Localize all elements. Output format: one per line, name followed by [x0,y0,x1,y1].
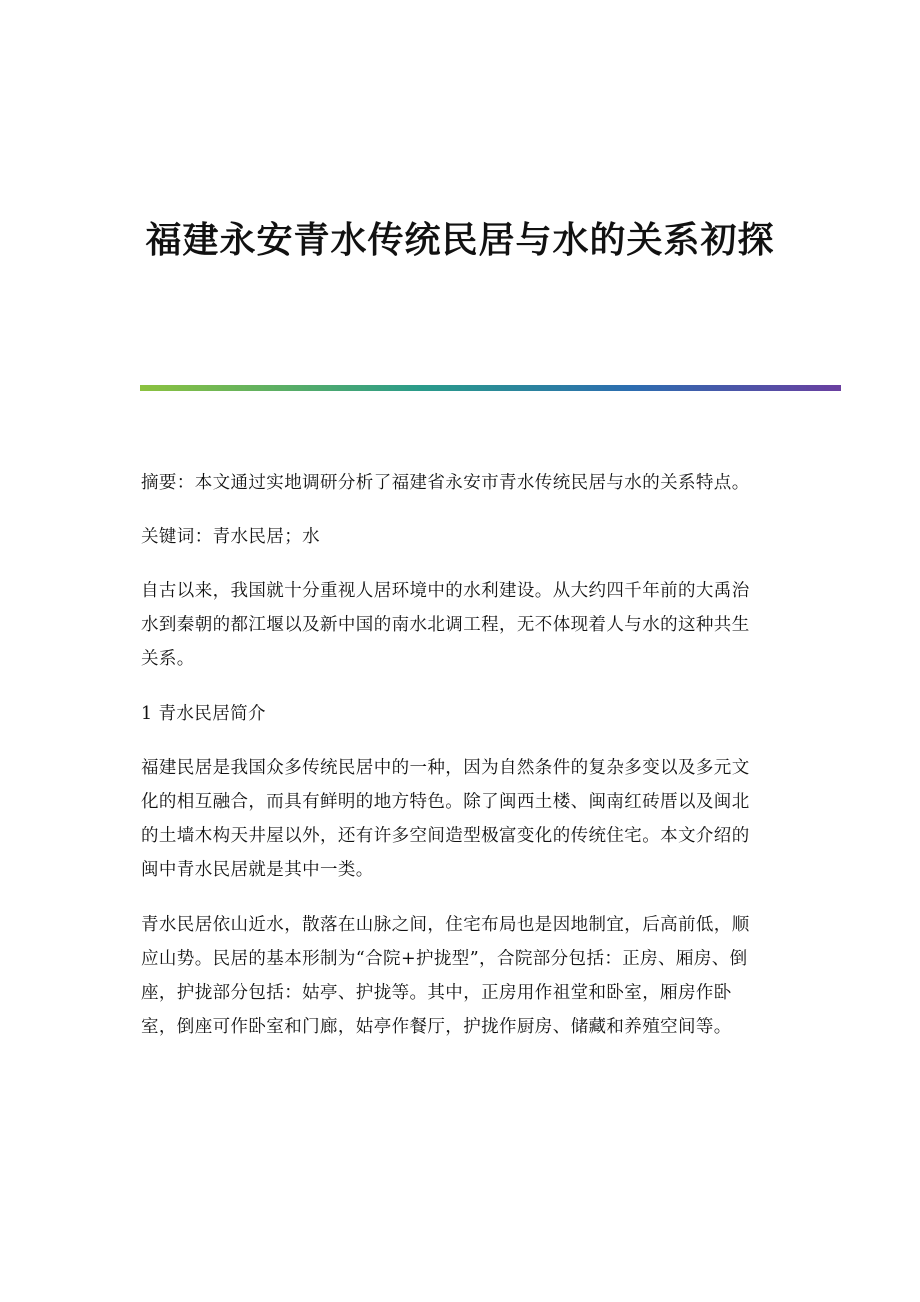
section-heading-paragraph [141,697,781,731]
text-line: 室，倒座可作卧室和门廊，姑亭作餐厅，护拢作厨房、储藏和养殖空间等。 [141,1017,732,1037]
text-line: 化的相互融合，而具有鲜明的地方特色。除了闽西土楼、闽南红砖厝以及闽北 [141,792,750,812]
text-line: 关系。 [141,649,195,669]
body-paragraph [141,908,781,1044]
text-line: 应山势。民居的基本形制为“合院+护拢型”，合院部分包括：正房、厢房、倒 [141,949,748,969]
text-line: 的土墙木构天井屋以外，还有许多空间造型极富变化的传统住宅。本文介绍的 [141,826,750,846]
text-line: 座，护拢部分包括：姑亭、护拢等。其中，正房用作祖堂和卧室，厢房作卧 [141,983,732,1003]
intro-paragraph [141,574,781,676]
abstract-paragraph [141,466,781,500]
keywords-text: 关键词：青水民居；水 [141,527,320,547]
text-line: 水到秦朝的都江堰以及新中国的南水北调工程，无不体现着人与水的这种共生 [141,615,750,635]
text-line: 闽中青水民居就是其中一类。 [141,860,374,880]
section-heading: 1 青水民居简介 [141,704,266,724]
body-paragraph [141,751,781,887]
document-title: 福建永安青水传统民居与水的关系初探 [145,219,775,261]
abstract-text: 摘要：本文通过实地调研分析了福建省永安市青水传统民居与水的关系特点。 [141,473,750,493]
keywords-paragraph [141,520,781,554]
document-body [141,466,781,1065]
text-line: 福建民居是我国众多传统民居中的一种，因为自然条件的复杂多变以及多元文 [141,758,750,778]
title-divider [140,385,841,391]
text-line: 自古以来，我国就十分重视人居环境中的水利建设。从大约四千年前的大禹治 [141,581,750,601]
text-line: 青水民居依山近水，散落在山脉之间，住宅布局也是因地制宜，后高前低，顺 [141,915,750,935]
